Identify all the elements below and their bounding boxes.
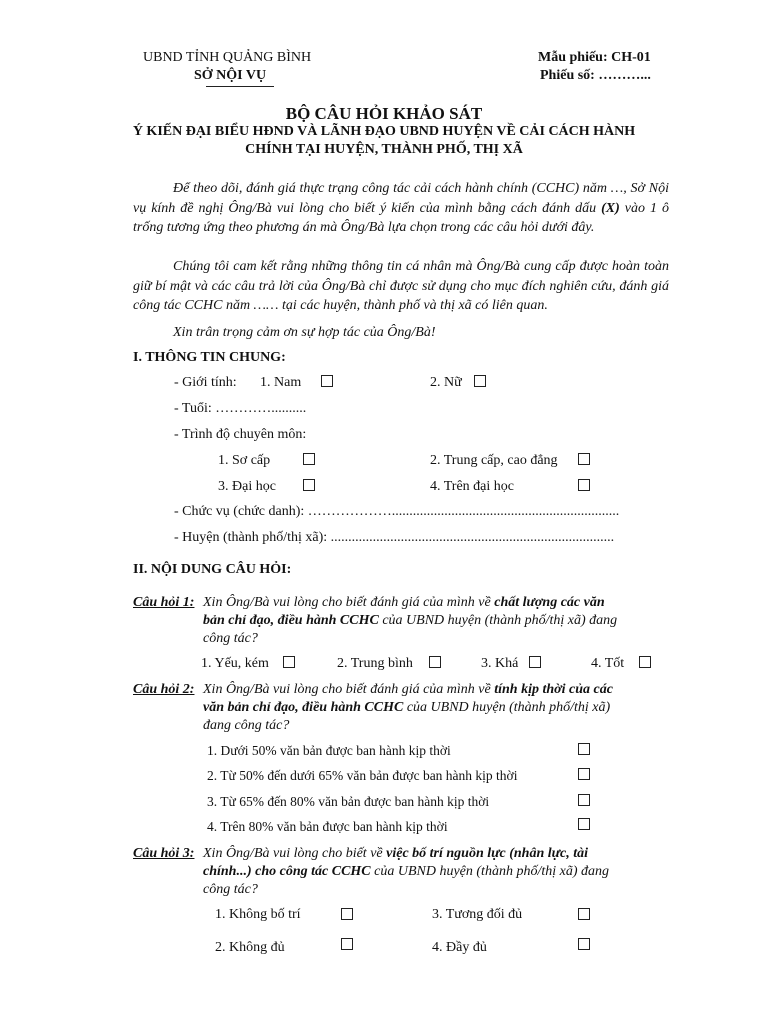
education-4-checkbox[interactable] [578,479,590,491]
intro-paragraph-1 [133,179,669,238]
q3-option-1: 1. Không bố trí [215,907,301,922]
form-number: Phiếu số: ………... [540,68,651,83]
q3-t1: Xin Ông/Bà vui lòng cho biết về [203,846,387,861]
intro-p1-b: vào 1 ô trống tương ứng theo phương án mà Ông/Bà lựa chọn trong các câu hỏi dưới đây. [133,200,669,235]
question-2-line1 [203,682,613,698]
q2-option-3: 3. Từ 65% đến 80% văn bản được ban hành kịp thời [207,794,490,809]
q2-option-1: 1. Dưới 50% văn bản được ban hành kịp thời [207,743,451,758]
q2-t2b: văn bản chỉ đạo, điều hành CCHC [203,700,404,715]
education-option-1: 1. Sơ cấp [218,453,271,468]
question-3-line2 [203,864,609,880]
q2-t1b: tính kịp thời của các [494,682,613,697]
q3-option-4: 4. Đầy đủ [432,940,487,955]
intro-p1-a: Để theo dõi, đánh giá thực trạng công tác cải cách hành chính (CCHC) năm …, Sở Nội vụ kính đề nghị Ông/Bà vui lòng cho biết ý kiến của mình bằng cách đánh dấu [133,181,669,216]
intro-paragraph-2: Chúng tôi cam kết rằng những thông tin cá nhân mà Ông/Bà cung cấp được hoàn toàn giữ bí mật và các câu trả lời của Ông/Bà chỉ được sử dụng cho mục đích nghiên cứu, đánh giá công tác CCHC năm …… tại các huyện, thành phố và thị xã có liên quan. [133,259,669,313]
question-1-line1 [203,595,669,611]
q3-option-2-checkbox[interactable] [341,938,353,950]
q3-t2: của UBND huyện (thành phố/thị xã) đang [370,864,609,879]
q3-t1b: việc bố trí nguồn lực (nhân lực, tài [386,846,589,861]
q2-option-4-checkbox[interactable] [578,818,590,830]
q3-option-3-checkbox[interactable] [578,908,590,920]
section-1-heading: I. THÔNG TIN CHUNG: [133,350,286,365]
q3-option-1-checkbox[interactable] [341,908,353,920]
district-field[interactable]: - Huyện (thành phố/thị xã): ................................................................................. [174,530,615,545]
page-title: BỘ CÂU HỎI KHẢO SÁT [285,104,483,123]
intro-paragraph-3: Xin trân trọng cảm ơn sự hợp tác của Ông/Bà! [173,325,436,340]
q1-option-4-checkbox[interactable] [639,656,651,668]
q1-option-4: 4. Tốt [591,656,625,671]
age-field: - Tuổi: ………….......... [174,401,307,416]
q2-t2: của UBND huyện (thành phố/thị xã) [403,700,611,715]
q1-t2: của UBND huyện (thành phố/thị xã) đang [378,613,618,628]
education-option-4: 4. Trên đại học [430,479,514,494]
question-2-label: Câu hỏi 2: [133,682,195,697]
question-3-label: Câu hỏi 3: [133,846,195,861]
gender-male-checkbox[interactable] [321,375,333,387]
question-2-line3: đang công tác? [203,718,290,733]
q3-option-2: 2. Không đủ [215,940,285,955]
q2-t1: Xin Ông/Bà vui lòng cho biết đánh giá của mình về [203,682,495,697]
q1-option-2: 2. Trung bình [337,656,413,671]
q3-option-4-checkbox[interactable] [578,938,590,950]
q1-option-3: 3. Khá [481,656,519,671]
q2-option-2: 2. Từ 50% đến dưới 65% văn bản được ban hành kịp thời [207,768,518,783]
question-1-line2 [203,613,617,629]
q2-option-4: 4. Trên 80% văn bản được ban hành kịp thời [207,819,448,834]
q2-option-1-checkbox[interactable] [578,743,590,755]
education-2-checkbox[interactable] [578,453,590,465]
education-1-checkbox[interactable] [303,453,315,465]
question-1-line3: công tác? [203,631,258,646]
question-2-line2 [203,700,610,716]
gender-female-checkbox[interactable] [474,375,486,387]
gender-option-female: 2. Nữ [430,375,462,390]
q1-option-2-checkbox[interactable] [429,656,441,668]
q3-t2b: chính...) cho công tác CCHC [203,864,371,879]
q1-t1: Xin Ông/Bà vui lòng cho biết đánh giá của mình về [203,595,495,610]
education-label: - Trình độ chuyên môn: [174,427,307,442]
department-underline [206,86,274,87]
q1-option-1: 1. Yếu, kém [201,656,269,671]
question-1-label: Câu hỏi 1: [133,595,195,610]
intro-p1-x: (X) [601,200,620,216]
section-2-heading: II. NỘI DUNG CÂU HỎI: [133,562,292,577]
q2-option-2-checkbox[interactable] [578,768,590,780]
q1-t1b: chất lượng các văn [494,595,605,610]
q1-option-3-checkbox[interactable] [529,656,541,668]
org-name: UBND TỈNH QUẢNG BÌNH [143,50,312,65]
gender-label: - Giới tính: [174,375,237,390]
subtitle-line1: Ý KIẾN ĐẠI BIỂU HĐND VÀ LÃNH ĐẠO UBND HUYỆN VỀ CẢI CÁCH HÀNH [132,124,636,139]
form-code: Mẫu phiếu: CH-01 [538,50,651,65]
q2-option-3-checkbox[interactable] [578,794,590,806]
gender-option-male: 1. Nam [260,375,302,390]
education-option-2: 2. Trung cấp, cao đẳng [430,453,558,468]
question-3-line1 [203,846,588,862]
q1-option-1-checkbox[interactable] [283,656,295,668]
q1-t2b: bản chỉ đạo, điều hành CCHC [203,613,379,628]
q3-option-3: 3. Tương đối đủ [432,907,523,922]
department-name-text: SỞ NỘI VỤ [194,68,267,83]
subtitle-line2: CHÍNH TẠI HUYỆN, THÀNH PHỐ, THỊ XÃ [245,142,523,157]
position-field[interactable]: - Chức vụ (chức danh): ………………................................................................. [174,504,620,519]
question-3-line3: công tác? [203,882,258,897]
education-3-checkbox[interactable] [303,479,315,491]
department-name [194,68,266,84]
education-option-3: 3. Đại học [218,479,276,494]
